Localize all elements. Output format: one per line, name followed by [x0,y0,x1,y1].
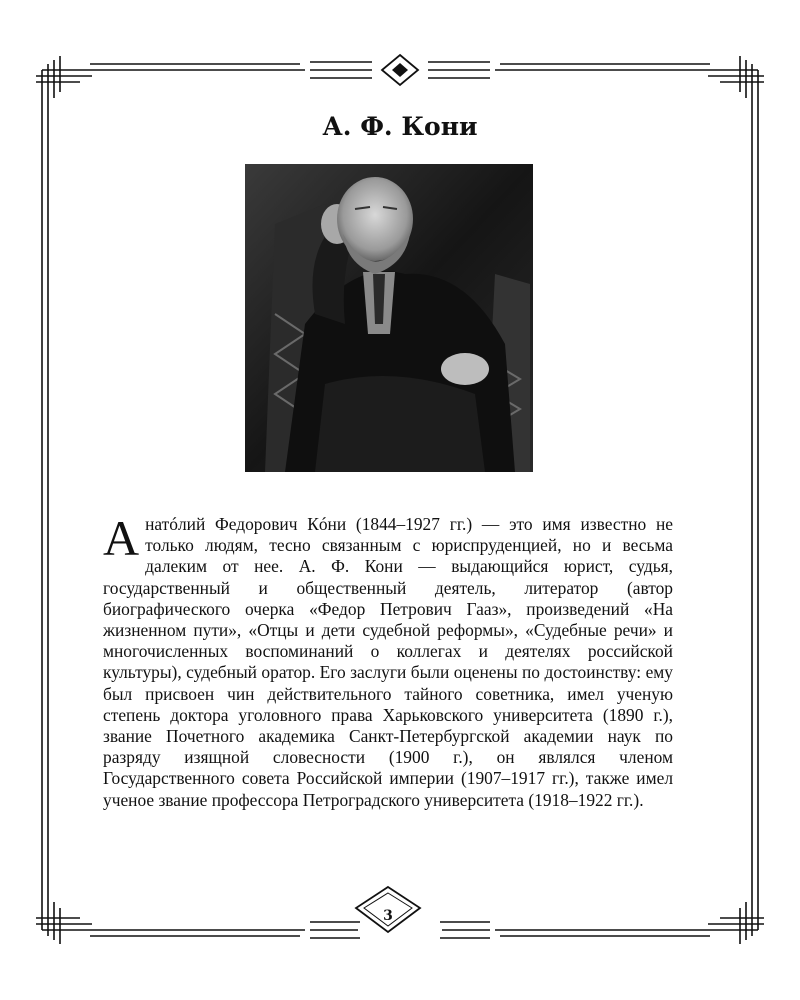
page-title: А. Ф. Кони [322,112,478,141]
page-number: 3 [383,908,393,924]
drop-cap: А [103,510,140,566]
biography-text: натóлий Федорович Кóни (1844–1927 гг.) — это имя известно не только людям, тесно связанным с юриспруденцией, но и весьма далеким от нее. А. Ф. Кони — выдающийся юрист, судья, государственный и общественный деятель, литератор (автор биографического очерка «Федор Петрович Гааз», произведений «На жизненном пути», «Отцы и дети судебной реформы», «Судебные речи» и многочисленных воспоминаний о коллегах и деятелях российской культуры), судебный оратор. Его заслуги были оценены по достоинству: ему был присвоен чин действительного тайного советника, имел ученую степень доктора уголовного права Харьковского университета (1890 г.), звание Почетного академика Санкт-Петербургской академии наук по разряду изящной словесности (1900 г.), он являлся членом Государственного совета Российской империи (1907–1917 гг.), также имел ученое звание профессора Петроградского университета (1918–1922 гг.). [103,514,673,810]
biography-paragraph [103,510,673,811]
portrait-photo [245,164,533,472]
